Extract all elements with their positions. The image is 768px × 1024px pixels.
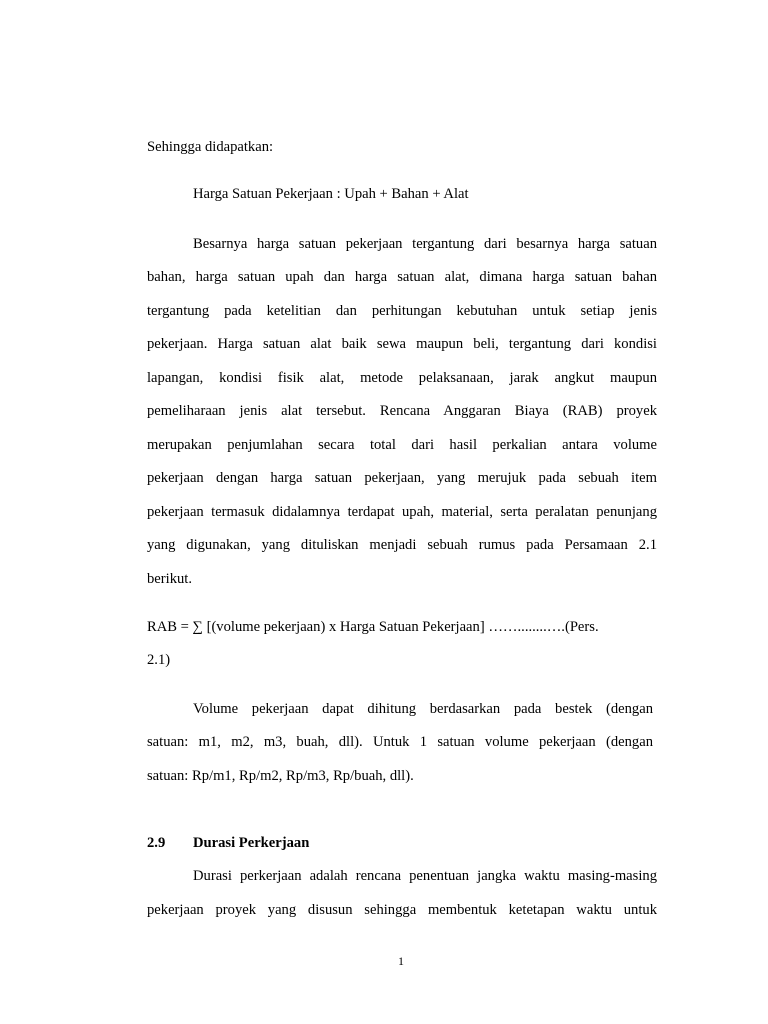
paragraph-1-line: pemeliharaan jenis alat tersebut. Rencana Anggaran Biaya (RAB) proyek	[147, 403, 657, 419]
equation-number: 2.1)	[147, 652, 171, 668]
paragraph-3-line: pekerjaan proyek yang disusun sehingga membentuk ketetapan waktu untuk	[147, 902, 657, 918]
paragraph-1-line: bahan, harga satuan upah dan harga satuan alat, dimana harga satuan bahan	[147, 269, 657, 285]
paragraph-3-line: Durasi perkerjaan adalah rencana penentuan jangka waktu masing-masing	[193, 868, 657, 884]
paragraph-1-line: yang digunakan, yang dituliskan menjadi sebuah rumus pada Persamaan 2.1	[147, 537, 657, 553]
paragraph-1-line: pekerjaan termasuk didalamnya terdapat upah, material, serta peralatan penunjang	[147, 504, 657, 520]
page-number: 1	[398, 954, 404, 968]
paragraph-1-line: tergantung pada ketelitian dan perhitungan kebutuhan untuk setiap jenis	[147, 303, 657, 319]
paragraph-1-line: merupakan penjumlahan secara total dari hasil perkalian antara volume	[147, 437, 657, 453]
paragraph-2-line: satuan: Rp/m1, Rp/m2, Rp/m3, Rp/buah, dll).	[147, 768, 414, 784]
intro-text: Sehingga didapatkan:	[147, 139, 274, 155]
paragraph-1-line: Besarnya harga satuan pekerjaan tergantung dari besarnya harga satuan	[193, 236, 657, 252]
section-number: 2.9	[147, 835, 166, 851]
section-title: Durasi Perkerjaan	[193, 835, 310, 851]
paragraph-2-line: satuan: m1, m2, m3, buah, dll). Untuk 1 satuan volume pekerjaan (dengan	[147, 734, 653, 750]
equation-line: RAB = ∑ [(volume pekerjaan) x Harga Satuan Pekerjaan] ……........….(Pers.	[147, 619, 599, 635]
formula-line: Harga Satuan Pekerjaan : Upah + Bahan + Alat	[193, 186, 469, 202]
paragraph-1-line: pekerjaan. Harga satuan alat baik sewa maupun beli, tergantung dari kondisi	[147, 336, 657, 352]
paragraph-1-line: lapangan, kondisi fisik alat, metode pelaksanaan, jarak angkut maupun	[147, 370, 657, 386]
paragraph-1-line: pekerjaan dengan harga satuan pekerjaan, yang merujuk pada sebuah item	[147, 470, 657, 486]
paragraph-1-line: berikut.	[147, 571, 192, 587]
paragraph-2-line: Volume pekerjaan dapat dihitung berdasarkan pada bestek (dengan	[193, 701, 653, 717]
